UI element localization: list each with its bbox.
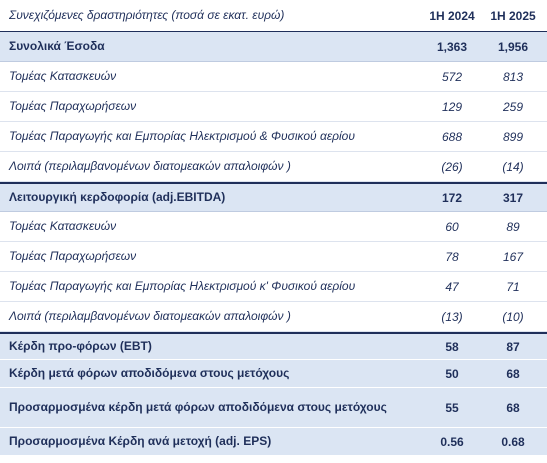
row-value-2024: 50	[445, 366, 459, 381]
row-value-2025: 167	[502, 249, 524, 264]
row-value-2024: 1,363	[436, 39, 468, 54]
row-value-2024: 0.56	[440, 434, 464, 449]
row-value-2025: 0.68	[501, 434, 525, 449]
row-value-2024: (13)	[441, 309, 463, 324]
row-label: Κέρδη προ-φόρων (EBT)	[9, 339, 152, 353]
row-value-2024: 58	[445, 339, 459, 354]
table-row-adj-net-profit	[0, 388, 547, 428]
table-row-adj-eps	[0, 428, 547, 456]
row-value-2024: (26)	[441, 159, 463, 174]
row-value-2024: 78	[445, 249, 459, 264]
row-label: Λειτουργική κερδοφορία (adj.EBITDA)	[9, 190, 226, 204]
row-label: Προσαρμοσμένα κέρδη μετά φόρων αποδιδόμενα στους μετόχους	[9, 400, 387, 414]
row-value-2024: 572	[441, 69, 463, 84]
row-label: Τομέας Κατασκευών	[9, 219, 117, 233]
row-value-2025: 813	[502, 69, 524, 84]
row-value-2024: 172	[441, 190, 463, 205]
row-label: Τομέας Παραγωγής και Εμπορίας Ηλεκτρισμού κ' Φυσικού αερίου	[9, 279, 356, 293]
row-value-2024: 688	[441, 129, 463, 144]
row-value-2024: 55	[445, 400, 459, 415]
row-label: Τομέας Κατασκευών	[9, 69, 117, 83]
table-row-ebt	[0, 332, 547, 360]
header-col-1h-2025: 1H 2025	[490, 8, 536, 23]
row-label: Συνολικά Έσοδα	[9, 39, 105, 53]
table-header	[0, 0, 547, 32]
row-value-2025: 259	[502, 99, 524, 114]
table-row	[0, 62, 547, 92]
row-label: Τομέας Παραχωρήσεων	[9, 99, 137, 113]
table-row	[0, 302, 547, 332]
table-row-adj-ebitda	[0, 182, 547, 212]
header-col-1h-2024: 1H 2024	[429, 8, 475, 23]
row-label: Λοιπά (περιλαμβανομένων διατομεακών απαλοιφών )	[9, 159, 291, 173]
row-value-2025: 71	[506, 279, 520, 294]
row-value-2025: 89	[506, 219, 520, 234]
table-row	[0, 152, 547, 182]
row-label: Κέρδη μετά φόρων αποδιδόμενα στους μετόχους	[9, 366, 290, 380]
row-label: Λοιπά (περιλαμβανομένων διατομεακών απαλοιφών )	[9, 309, 291, 323]
table-row	[0, 272, 547, 302]
row-value-2025: (10)	[502, 309, 524, 324]
header-label: Συνεχιζόμενες δραστηριότητες (ποσά σε εκατ. ευρώ)	[9, 8, 285, 22]
row-value-2025: 1,956	[497, 39, 529, 54]
row-label: Προσαρμοσμένα Κέρδη ανά μετοχή (adj. EPS)	[9, 434, 272, 448]
table-row	[0, 122, 547, 152]
row-value-2025: (14)	[502, 159, 524, 174]
row-value-2024: 60	[445, 219, 459, 234]
table-row	[0, 92, 547, 122]
table-row-total-revenue	[0, 32, 547, 62]
row-value-2025: 87	[506, 339, 520, 354]
row-value-2025: 68	[506, 400, 520, 415]
row-label: Τομέας Παραγωγής και Εμπορίας Ηλεκτρισμού & Φυσικού αερίου	[9, 129, 355, 143]
row-value-2025: 68	[506, 366, 520, 381]
row-value-2024: 47	[445, 279, 459, 294]
row-value-2024: 129	[441, 99, 463, 114]
row-value-2025: 317	[502, 190, 524, 205]
row-value-2025: 899	[502, 129, 524, 144]
table-row	[0, 242, 547, 272]
table-row-net-profit	[0, 360, 547, 388]
row-label: Τομέας Παραχωρήσεων	[9, 249, 137, 263]
table-row	[0, 212, 547, 242]
